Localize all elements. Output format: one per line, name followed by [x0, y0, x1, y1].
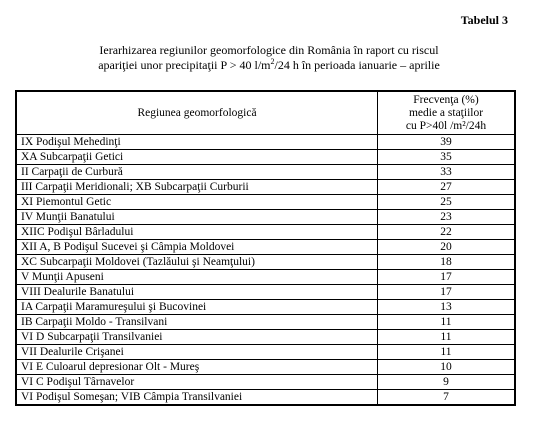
- region-cell: XA Subcarpaţii Getici: [16, 150, 378, 165]
- frequency-cell: 7: [378, 390, 516, 406]
- table-row: [16, 345, 515, 360]
- region-cell: IA Carpaţii Maramureşului şi Bucovinei: [16, 300, 378, 315]
- header-frequency: [378, 91, 516, 135]
- table-row: [16, 150, 515, 165]
- table-body: [16, 135, 515, 406]
- frequency-cell: 23: [378, 210, 516, 225]
- header-frequency-line-1: Frecvenţa (%): [413, 93, 479, 106]
- region-cell: V Munţii Apuseni: [16, 270, 378, 285]
- frequency-cell: 25: [378, 195, 516, 210]
- frequency-cell: 11: [378, 330, 516, 345]
- table-row: [16, 255, 515, 270]
- frequency-cell: 13: [378, 300, 516, 315]
- region-cell: VI Podişul Someşan; VIB Câmpia Transilvaniei: [16, 390, 378, 406]
- frequency-cell: 33: [378, 165, 516, 180]
- header-region: Regiunea geomorfologică: [16, 91, 378, 135]
- caption-line-2-end: /24 h în perioada ianuarie – aprilie: [274, 58, 440, 72]
- table-row: [16, 240, 515, 255]
- table-row: [16, 375, 515, 390]
- caption-line-2: [14, 58, 524, 73]
- table-row: [16, 135, 515, 150]
- table-header-row: [16, 91, 515, 135]
- frequency-cell: 17: [378, 270, 516, 285]
- table-row: [16, 330, 515, 345]
- region-cell: VI E Culoarul depresionar Olt - Mureş: [16, 360, 378, 375]
- region-cell: IV Munţii Banatului: [16, 210, 378, 225]
- region-cell: VI D Subcarpaţii Transilvaniei: [16, 330, 378, 345]
- table-row: [16, 285, 515, 300]
- table-row: [16, 195, 515, 210]
- table-row: [16, 315, 515, 330]
- region-cell: VII Dealurile Crişanei: [16, 345, 378, 360]
- table-row: [16, 360, 515, 375]
- frequency-cell: 11: [378, 315, 516, 330]
- table-row: [16, 270, 515, 285]
- frequency-cell: 22: [378, 225, 516, 240]
- table-row: [16, 210, 515, 225]
- frequency-cell: 27: [378, 180, 516, 195]
- frequency-cell: 35: [378, 150, 516, 165]
- frequency-cell: 20: [378, 240, 516, 255]
- frequency-table: [15, 90, 516, 406]
- table-row: [16, 300, 515, 315]
- table-row: [16, 165, 515, 180]
- caption-line-2-start: apariţiei unor precipitaţii P > 40 l/m: [98, 58, 271, 72]
- region-cell: XI Piemontul Getic: [16, 195, 378, 210]
- table-row: [16, 390, 515, 406]
- table-number-label: Tabelul 3: [460, 13, 508, 27]
- frequency-cell: 17: [378, 285, 516, 300]
- frequency-cell: 10: [378, 360, 516, 375]
- region-cell: VIII Dealurile Banatului: [16, 285, 378, 300]
- region-cell: II Carpaţii de Curbură: [16, 165, 378, 180]
- caption-line-1: Ierarhizarea regiunilor geomorfologice din România în raport cu riscul: [99, 43, 439, 57]
- table-caption: [14, 43, 524, 73]
- region-cell: XII A, B Podişul Sucevei şi Câmpia Moldovei: [16, 240, 378, 255]
- table-row: [16, 225, 515, 240]
- region-cell: III Carpaţii Meridionali; XB Subcarpaţii Curburii: [16, 180, 378, 195]
- region-cell: XIIC Podişul Bârladului: [16, 225, 378, 240]
- region-cell: IB Carpaţii Moldo - Transilvani: [16, 315, 378, 330]
- region-cell: VI C Podişul Târnavelor: [16, 375, 378, 390]
- region-cell: IX Podişul Mehedinţi: [16, 135, 378, 150]
- header-frequency-line-2: medie a staţiilor: [408, 106, 484, 119]
- frequency-cell: 9: [378, 375, 516, 390]
- frequency-cell: 39: [378, 135, 516, 150]
- caption-superscript: 2: [270, 57, 275, 66]
- region-cell: XC Subcarpaţii Moldovei (Tazlăului şi Neamţului): [16, 255, 378, 270]
- frequency-cell: 18: [378, 255, 516, 270]
- frequency-cell: 11: [378, 345, 516, 360]
- header-frequency-line-3: cu P>40l /m²/24h: [405, 119, 487, 132]
- table-row: [16, 180, 515, 195]
